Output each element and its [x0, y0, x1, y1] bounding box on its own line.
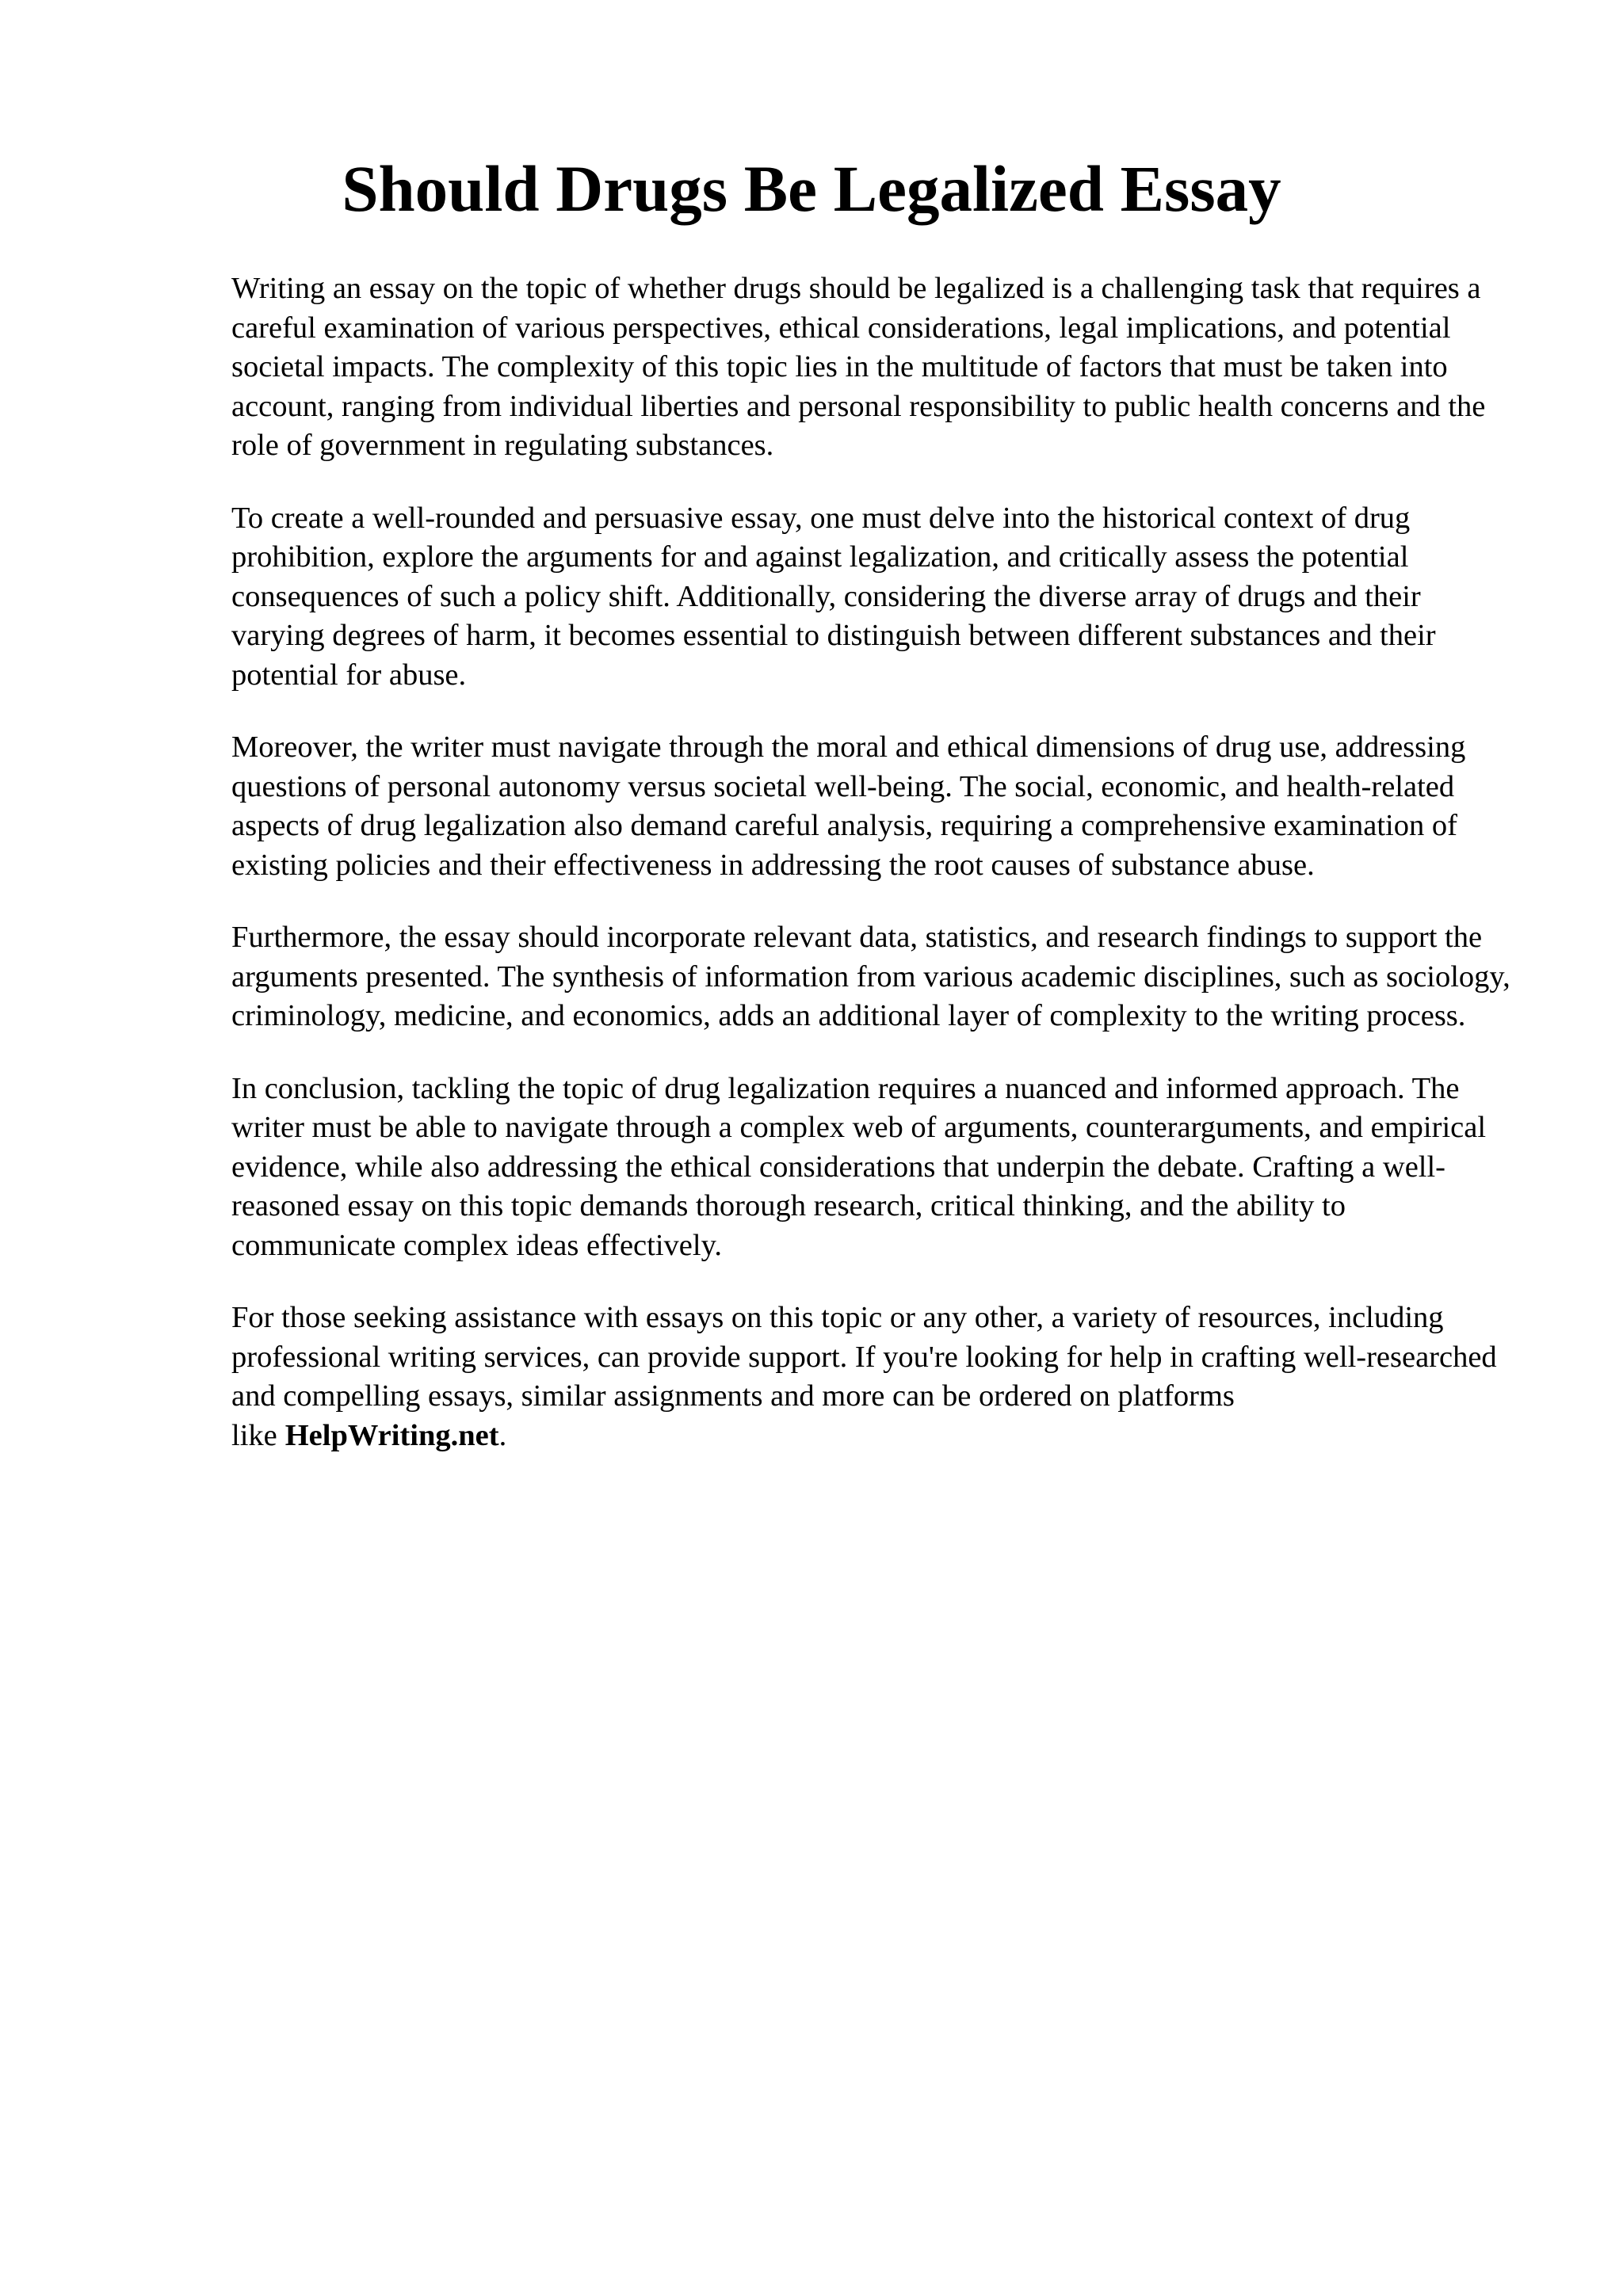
closing-paragraph	[231, 1299, 1515, 1455]
paragraph-5: In conclusion, tackling the topic of drug legalization requires a nuanced and informed approach. The writer must be able to navigate through a complex web of arguments, counterarguments, and empirical evidence, while also addressing the ethical considerations that underpin the debate. Crafting a well-reasoned essay on this topic demands thorough research, critical thinking, and the ability to communicate complex ideas effectively.	[231, 1071, 1487, 1262]
closing-punctuation: .	[498, 1418, 507, 1452]
paragraph-2: To create a well-rounded and persuasive essay, one must delve into the historical context of drug prohibition, explore the arguments for and against legalization, and critically assess the potential consequences of such a policy shift. Additionally, considering the diverse array of drugs and their varying degrees of harm, it becomes essential to distinguish between different substances and their potential for abuse.	[231, 501, 1436, 692]
page-title: Should Drugs Be Legalized Essay	[342, 152, 1281, 225]
paragraph-4: Furthermore, the essay should incorporate relevant data, statistics, and research findings to support the arguments presented. The synthesis of information from various academic disciplines, such as sociology, criminology, medicine, and economics, adds an additional layer of complexity to the writing process.	[231, 921, 1510, 1032]
closing-paragraph-text: For those seeking assistance with essays on this topic or any other, a variety of resources, including professional writing services, can provide support. If you're looking for help in crafting well-researched and compelling essays, similar assignments and more can be ordered on platforms like	[231, 1301, 1497, 1452]
brand-name: HelpWriting.net	[285, 1418, 499, 1452]
paragraph-1: Writing an essay on the topic of whether drugs should be legalized is a challenging task that requires a careful examination of various perspectives, ethical considerations, legal implications, and potential societal impacts. The complexity of this topic lies in the multitude of factors that must be taken into account, ranging from individual liberties and personal responsibility to public health concerns and the role of government in regulating substances.	[231, 272, 1486, 462]
essay-body	[231, 269, 1515, 1489]
paragraph-3: Moreover, the writer must navigate through the moral and ethical dimensions of drug use, addressing questions of personal autonomy versus societal well-being. The social, economic, and health-related aspects of drug legalization also demand careful analysis, requiring a comprehensive examination of existing policies and their effectiveness in addressing the root causes of substance abuse.	[231, 730, 1466, 882]
